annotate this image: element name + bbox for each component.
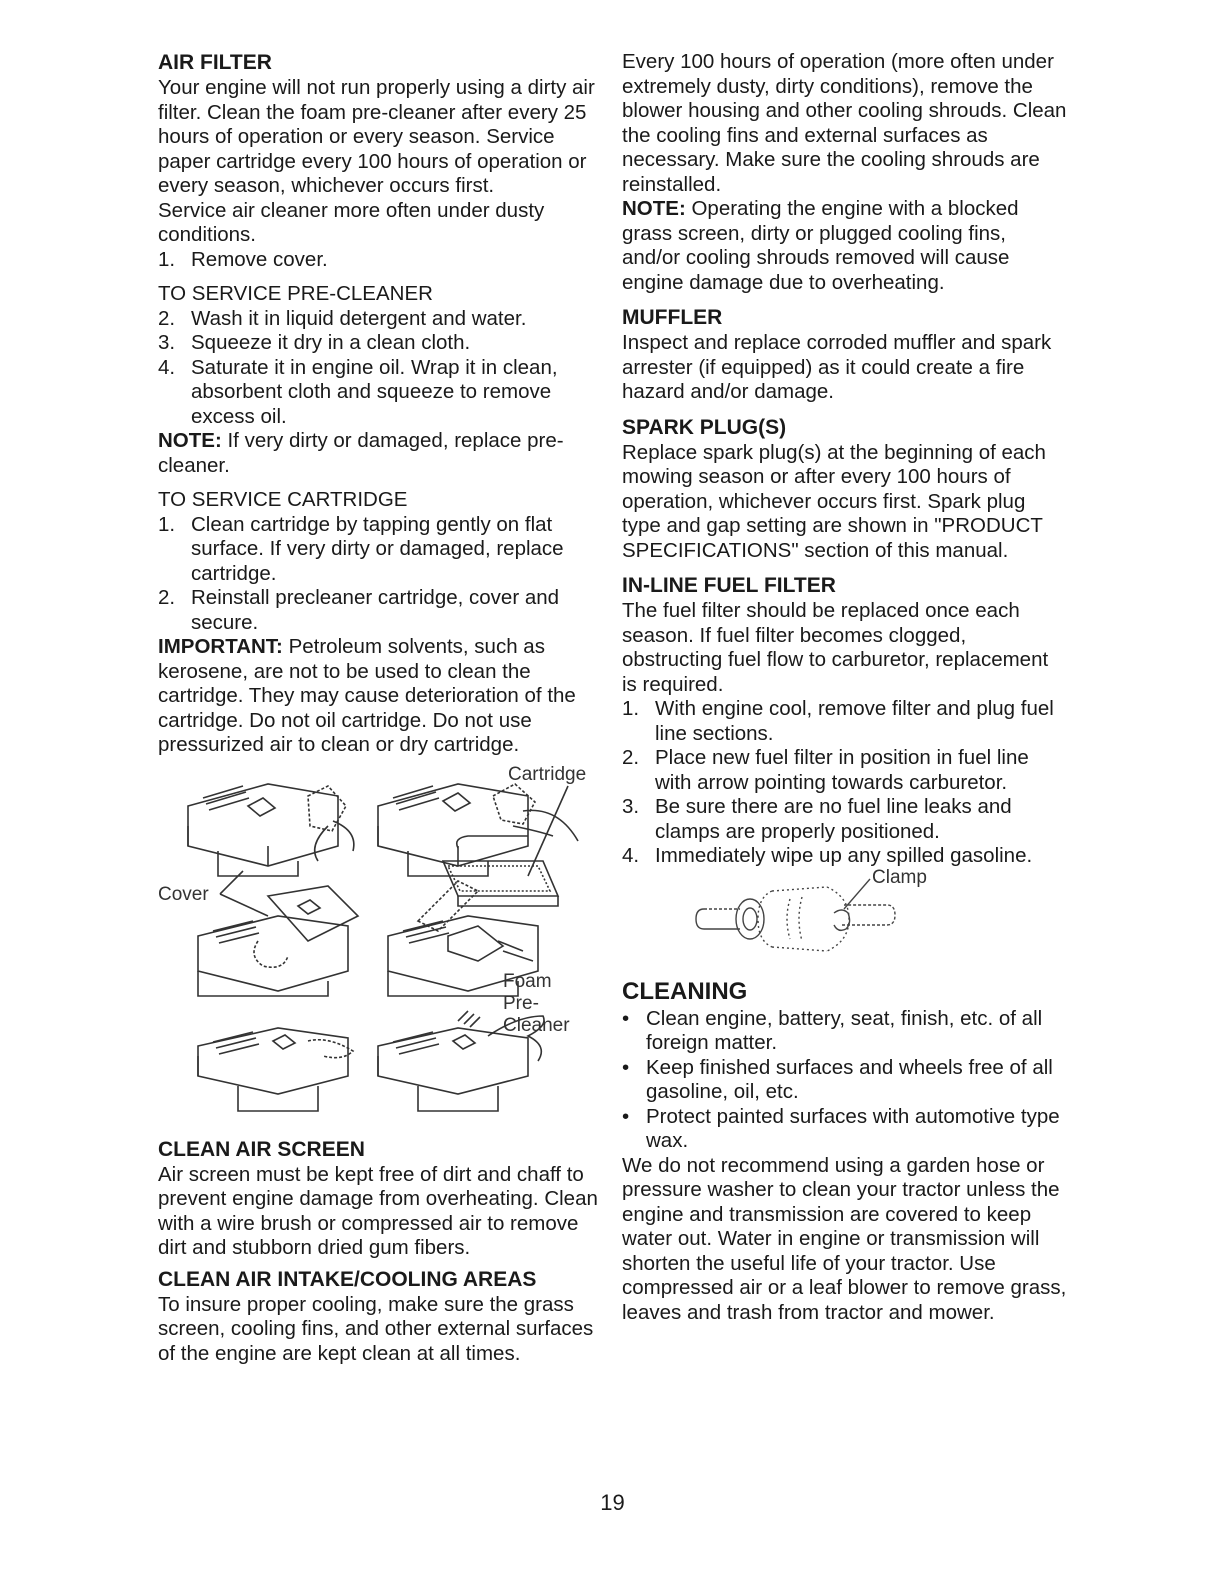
pre-cleaner-note: [158, 429, 598, 478]
list-item: [158, 513, 598, 587]
list-item: [622, 1105, 1067, 1154]
list-item: [622, 697, 1067, 746]
intake-heading: CLEAN AIR INTAKE/COOLING AREAS: [158, 1267, 537, 1291]
cleaning-text: We do not recommend using a garden hose or pressure washer to clean your tractor unless the engine and transmission are covered to keep water out. Water in engine or transmission will shorten the useful life of your tractor. Use compressed air or a leaf blower to remove grass, leaves and trash from tractor and mower.: [622, 1153, 1067, 1324]
intake-text: To insure proper cooling, make sure the grass screen, cooling fins, and other external surfaces of the engine are kept clean at all times.: [158, 1292, 594, 1365]
list-text: Wash it in liquid detergent and water.: [191, 306, 527, 330]
note-label: NOTE:: [622, 197, 686, 220]
cleaner-label: Cleaner: [503, 1014, 570, 1036]
muffler-heading: MUFFLER: [622, 306, 723, 329]
list-item: [622, 844, 1067, 869]
list-text: Immediately wipe up any spilled gasoline.: [655, 844, 1033, 867]
bullet: •: [622, 1104, 630, 1128]
spark-plug-text: Replace spark plug(s) at the beginning of each mowing season or after every 100 hours of operation, whichever occurs first. Spark plug type and gap setting are shown in "PRODUCT SPECIFICATIONS" section of this manual.: [622, 440, 1046, 562]
list-text: Place new fuel filter in position in fuel line with arrow pointing towards carburetor.: [655, 746, 1029, 794]
list-number: 4.: [158, 355, 176, 379]
list-text: Reinstall precleaner cartridge, cover and secure.: [191, 586, 560, 634]
clamp-label: Clamp: [872, 866, 927, 888]
list-item: [622, 795, 1067, 844]
list-number: 3.: [622, 795, 640, 818]
note-text: Operating the engine with a blocked grass screen, dirty or plugged cooling fins, and/or cooling shrouds removed will cause engine damage due to overheating.: [622, 197, 1019, 294]
list-text: Be sure there are no fuel line leaks and clamps are properly positioned.: [655, 795, 1012, 843]
bullet: •: [622, 1006, 630, 1030]
list-item: [158, 331, 598, 356]
fuel-filter-heading: IN-LINE FUEL FILTER: [622, 574, 836, 597]
list-text: Clean cartridge by tapping gently on flat surface. If very dirty or damaged, replace cartridge.: [191, 512, 564, 585]
page-number: 19: [600, 1490, 625, 1515]
fuel-filter-illustration: [622, 866, 1067, 967]
list-item: [158, 586, 598, 635]
air-filter-figure: [158, 763, 598, 1131]
list-text: Saturate it in engine oil. Wrap it in clean, absorbent cloth and squeeze to remove excess oil.: [191, 355, 558, 428]
intake-note: [622, 197, 1067, 295]
fuel-filter-text: The fuel filter should be replaced once each season. If fuel filter becomes clogged, obstructing fuel flow to carburetor, replacement is required.: [622, 599, 1049, 696]
cartridge-label: Cartridge: [508, 763, 587, 785]
spark-plug-heading: SPARK PLUG(S): [622, 415, 787, 439]
list-text: Clean engine, battery, seat, finish, etc. of all foreign matter.: [646, 1006, 1043, 1054]
list-number: 3.: [158, 331, 176, 354]
left-column: [158, 50, 598, 1366]
fuel-filter-figure: [622, 866, 1067, 967]
clean-air-screen-text: Air screen must be kept free of dirt and chaff to prevent engine damage from overheating. Clean with a wire brush or compressed air to remove dirt and stubborn dried gum fibers.: [158, 1162, 598, 1259]
list-item: [158, 307, 598, 332]
important-text: Petroleum solvents, such as kerosene, are not to be used to clean the cartridge. They may cause deterioration of the cartridge. Do not oil cartridge. Do not use pressurized air to clean or dry cartridge.: [158, 635, 576, 756]
list-number: 2.: [158, 306, 176, 330]
intake-text-continued: Every 100 hours of operation (more often under extremely dusty, dirty conditions), remove the blower housing and other cooling shrouds. Clean the cooling fins and external surfaces as necessary. Make sure the cooling shrouds are reinstalled.: [622, 50, 1067, 196]
list-text: Remove cover.: [191, 247, 328, 271]
list-number: 1.: [158, 512, 176, 536]
list-number: 1.: [158, 247, 176, 271]
list-text: Protect painted surfaces with automotive type wax.: [646, 1104, 1060, 1152]
list-number: 4.: [622, 844, 640, 867]
cleaning-heading: CLEANING: [622, 977, 748, 1005]
clean-air-screen-heading: CLEAN AIR SCREEN: [158, 1137, 365, 1161]
list-item: [158, 248, 598, 273]
list-number: 2.: [158, 586, 176, 609]
bullet: •: [622, 1055, 630, 1079]
list-item: [622, 1056, 1067, 1105]
list-text: With engine cool, remove filter and plug fuel line sections.: [655, 697, 1054, 745]
list-number: 1.: [622, 697, 640, 720]
air-filter-paragraph: Your engine will not run properly using a dirty air filter. Clean the foam pre-cleaner after every 25 hours of operation or every season. Service paper cartridge every 100 hours of operation or every season, whichever occurs first.: [158, 76, 595, 197]
air-filter-illustration: [158, 763, 598, 1131]
foam-label: Foam: [503, 970, 552, 992]
air-filter-dusty-paragraph: Service air cleaner more often under dusty conditions.: [158, 198, 545, 246]
important-label: IMPORTANT:: [158, 635, 283, 658]
cover-label: Cover: [158, 883, 209, 905]
air-filter-heading: AIR FILTER: [158, 51, 272, 74]
list-number: 2.: [622, 746, 640, 769]
note-text: If very dirty or damaged, replace pre-cleaner.: [158, 429, 564, 477]
important-note: [158, 635, 598, 758]
muffler-text: Inspect and replace corroded muffler and spark arrester (if equipped) as it could create a fire hazard and/or damage.: [622, 331, 1052, 403]
list-text: Keep finished surfaces and wheels free of all gasoline, oil, etc.: [646, 1055, 1053, 1103]
list-text: Squeeze it dry in a clean cloth.: [191, 331, 471, 354]
note-label: NOTE:: [158, 429, 222, 452]
cartridge-heading: TO SERVICE CARTRIDGE: [158, 488, 408, 511]
pre-label: Pre-: [503, 992, 539, 1014]
list-item: [622, 746, 1067, 795]
list-item: [158, 356, 598, 430]
pre-cleaner-heading: TO SERVICE PRE-CLEANER: [158, 282, 433, 305]
right-column: [622, 50, 1067, 1325]
list-item: [622, 1007, 1067, 1056]
